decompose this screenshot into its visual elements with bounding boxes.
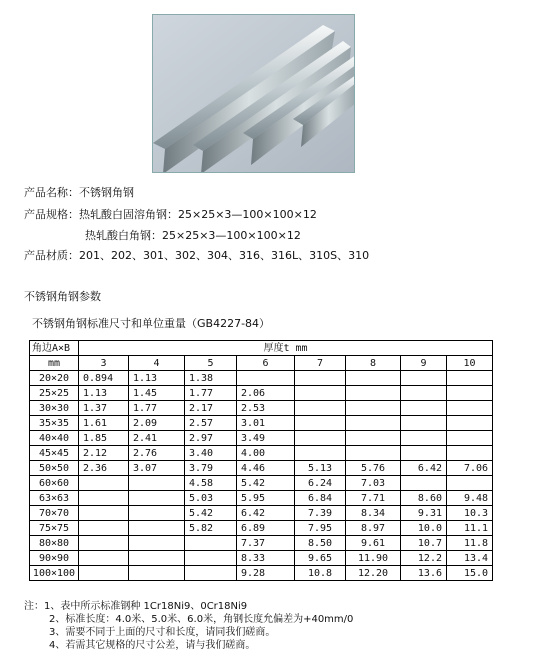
weight-cell: 8.97: [346, 521, 401, 536]
weight-cell: [447, 371, 493, 386]
product-name-line: [24, 186, 134, 200]
weight-cell: [185, 536, 237, 551]
weight-cell: 7.03: [346, 476, 401, 491]
weight-cell: 2.97: [185, 431, 237, 446]
notes: [24, 600, 353, 652]
table-row: [30, 506, 493, 521]
table-row: [30, 401, 493, 416]
weight-cell: 12.20: [346, 566, 401, 581]
thickness-col-4: 4: [129, 356, 185, 371]
weight-cell: 5.03: [185, 491, 237, 506]
table-row: [30, 491, 493, 506]
table-row: [30, 536, 493, 551]
weight-cell: [79, 491, 129, 506]
weight-cell: [447, 386, 493, 401]
thickness-col-5: 5: [185, 356, 237, 371]
weight-cell: 10.3: [447, 506, 493, 521]
weight-cell: [447, 476, 493, 491]
size-cell: 100×100: [30, 566, 79, 581]
size-cell: 63×63: [30, 491, 79, 506]
weight-cell: 5.82: [185, 521, 237, 536]
weight-cell: [346, 446, 401, 461]
size-cell: 75×75: [30, 521, 79, 536]
weight-cell: [129, 521, 185, 536]
table-header-row-2: [30, 356, 493, 371]
weight-cell: [129, 476, 185, 491]
table-row: [30, 416, 493, 431]
weight-cell: 13.6: [401, 566, 447, 581]
weight-cell: 2.41: [129, 431, 185, 446]
weight-cell: 1.13: [79, 386, 129, 401]
note-3: 3、需要不同于上面的尺寸和长度，请同我们磋商。: [49, 627, 276, 638]
weight-cell: 4.46: [237, 461, 295, 476]
weight-cell: 2.12: [79, 446, 129, 461]
weight-cell: 2.53: [237, 401, 295, 416]
weight-cell: [295, 371, 346, 386]
weight-cell: 8.34: [346, 506, 401, 521]
thickness-col-9: 9: [401, 356, 447, 371]
table-header-row-1: [30, 341, 493, 356]
thickness-header: 厚度t mm: [79, 341, 493, 356]
weight-cell: 5.76: [346, 461, 401, 476]
weight-cell: 9.28: [237, 566, 295, 581]
weight-cell: [129, 536, 185, 551]
weight-cell: 9.65: [295, 551, 346, 566]
size-cell: 35×35: [30, 416, 79, 431]
note-1: 注：1、表中所示标准钢种 1Cr18Ni9、0Cr18Ni9: [24, 601, 248, 612]
product-material-line: [24, 249, 369, 263]
spec-table: [29, 340, 493, 581]
weight-cell: [79, 476, 129, 491]
product-name-label: 产品名称：: [24, 186, 79, 199]
weight-cell: 10.7: [401, 536, 447, 551]
weight-cell: [346, 386, 401, 401]
weight-cell: 1.38: [185, 371, 237, 386]
weight-cell: 10.0: [401, 521, 447, 536]
weight-cell: 1.37: [79, 401, 129, 416]
weight-cell: [401, 431, 447, 446]
weight-cell: 1.85: [79, 431, 129, 446]
corner-unit: mm: [30, 356, 79, 371]
weight-cell: [447, 446, 493, 461]
weight-cell: 5.95: [237, 491, 295, 506]
weight-cell: [346, 416, 401, 431]
weight-cell: 4.00: [237, 446, 295, 461]
table-row: [30, 566, 493, 581]
weight-cell: 7.39: [295, 506, 346, 521]
weight-cell: 6.24: [295, 476, 346, 491]
table-row: [30, 371, 493, 386]
size-cell: 45×45: [30, 446, 79, 461]
size-cell: 40×40: [30, 431, 79, 446]
weight-cell: [79, 536, 129, 551]
thickness-col-7: 7: [295, 356, 346, 371]
weight-cell: [346, 371, 401, 386]
weight-cell: [295, 401, 346, 416]
size-cell: 50×50: [30, 461, 79, 476]
weight-cell: 3.40: [185, 446, 237, 461]
weight-cell: 5.42: [237, 476, 295, 491]
weight-cell: 7.37: [237, 536, 295, 551]
weight-cell: [129, 506, 185, 521]
weight-cell: 11.1: [447, 521, 493, 536]
weight-cell: [401, 416, 447, 431]
product-spec-line-2: [85, 229, 301, 243]
size-cell: 60×60: [30, 476, 79, 491]
thickness-col-3: 3: [79, 356, 129, 371]
table-row: [30, 431, 493, 446]
weight-cell: 12.2: [401, 551, 447, 566]
table-row: [30, 446, 493, 461]
weight-cell: 7.06: [447, 461, 493, 476]
weight-cell: 8.33: [237, 551, 295, 566]
weight-cell: [185, 566, 237, 581]
size-cell: 80×80: [30, 536, 79, 551]
weight-cell: [79, 521, 129, 536]
weight-cell: 3.07: [129, 461, 185, 476]
weight-cell: 3.79: [185, 461, 237, 476]
weight-cell: 9.61: [346, 536, 401, 551]
weight-cell: 7.95: [295, 521, 346, 536]
product-name-value: 不锈钢角钢: [79, 186, 134, 199]
weight-cell: [129, 566, 185, 581]
table-title: 不锈钢角钢标准尺寸和单位重量（GB4227-84）: [32, 317, 271, 330]
weight-cell: 3.01: [237, 416, 295, 431]
weight-cell: [295, 416, 346, 431]
weight-cell: 3.49: [237, 431, 295, 446]
weight-cell: 15.0: [447, 566, 493, 581]
weight-cell: 9.48: [447, 491, 493, 506]
weight-cell: [401, 371, 447, 386]
weight-cell: [401, 476, 447, 491]
weight-cell: 1.77: [129, 401, 185, 416]
section-title: 不锈钢角钢参数: [24, 290, 101, 303]
weight-cell: [237, 371, 295, 386]
weight-cell: [346, 401, 401, 416]
size-cell: 90×90: [30, 551, 79, 566]
product-spec-line: [24, 208, 317, 222]
product-material-label: 产品材质：: [24, 249, 79, 262]
weight-cell: 6.42: [401, 461, 447, 476]
weight-cell: 6.84: [295, 491, 346, 506]
weight-cell: 7.71: [346, 491, 401, 506]
weight-cell: 2.17: [185, 401, 237, 416]
weight-cell: 1.61: [79, 416, 129, 431]
weight-cell: 1.13: [129, 371, 185, 386]
weight-cell: 5.13: [295, 461, 346, 476]
table-row: [30, 476, 493, 491]
weight-cell: 2.57: [185, 416, 237, 431]
table-row: [30, 386, 493, 401]
weight-cell: [447, 431, 493, 446]
note-4: 4、若需其它规格的尺寸公差，请与我们磋商。: [49, 640, 256, 651]
size-cell: 30×30: [30, 401, 79, 416]
weight-cell: [295, 431, 346, 446]
weight-cell: [185, 551, 237, 566]
weight-cell: [447, 401, 493, 416]
weight-cell: [129, 551, 185, 566]
weight-cell: 13.4: [447, 551, 493, 566]
weight-cell: 8.60: [401, 491, 447, 506]
weight-cell: [401, 446, 447, 461]
thickness-col-8: 8: [346, 356, 401, 371]
note-2: 2、标准长度：4.0米、5.0米、6.0米，角钢长度允偏差为+40mm/0: [49, 614, 354, 625]
weight-cell: [401, 386, 447, 401]
weight-cell: [79, 551, 129, 566]
weight-cell: 6.42: [237, 506, 295, 521]
weight-cell: 5.42: [185, 506, 237, 521]
weight-cell: 9.31: [401, 506, 447, 521]
angle-steel-image: [153, 15, 355, 173]
weight-cell: [447, 416, 493, 431]
product-spec-value-2: 热轧酸白角钢：25×25×3—100×100×12: [85, 229, 301, 242]
weight-cell: 10.8: [295, 566, 346, 581]
weight-cell: [295, 446, 346, 461]
weight-cell: [346, 431, 401, 446]
weight-cell: [401, 401, 447, 416]
table-row: [30, 461, 493, 476]
weight-cell: 2.06: [237, 386, 295, 401]
weight-cell: 1.45: [129, 386, 185, 401]
weight-cell: 6.89: [237, 521, 295, 536]
product-photo: [152, 14, 355, 173]
weight-cell: 8.50: [295, 536, 346, 551]
weight-cell: 1.77: [185, 386, 237, 401]
weight-cell: [295, 386, 346, 401]
weight-cell: 11.90: [346, 551, 401, 566]
weight-cell: 2.76: [129, 446, 185, 461]
weight-cell: 0.894: [79, 371, 129, 386]
weight-cell: 11.8: [447, 536, 493, 551]
table-row: [30, 551, 493, 566]
weight-cell: [129, 491, 185, 506]
corner-header: 角边A×B: [30, 341, 79, 356]
thickness-col-6: 6: [237, 356, 295, 371]
size-cell: 25×25: [30, 386, 79, 401]
product-material-value: 201、202、301、302、304、316、316L、310S、310: [79, 249, 370, 262]
weight-cell: 4.58: [185, 476, 237, 491]
weight-cell: 2.09: [129, 416, 185, 431]
weight-cell: [79, 506, 129, 521]
table-row: [30, 521, 493, 536]
size-cell: 20×20: [30, 371, 79, 386]
product-spec-value-1: 热轧酸白固溶角钢：25×25×3—100×100×12: [79, 208, 317, 221]
thickness-col-10: 10: [447, 356, 493, 371]
product-spec-label: 产品规格：: [24, 208, 79, 221]
weight-cell: [79, 566, 129, 581]
weight-cell: 2.36: [79, 461, 129, 476]
size-cell: 70×70: [30, 506, 79, 521]
